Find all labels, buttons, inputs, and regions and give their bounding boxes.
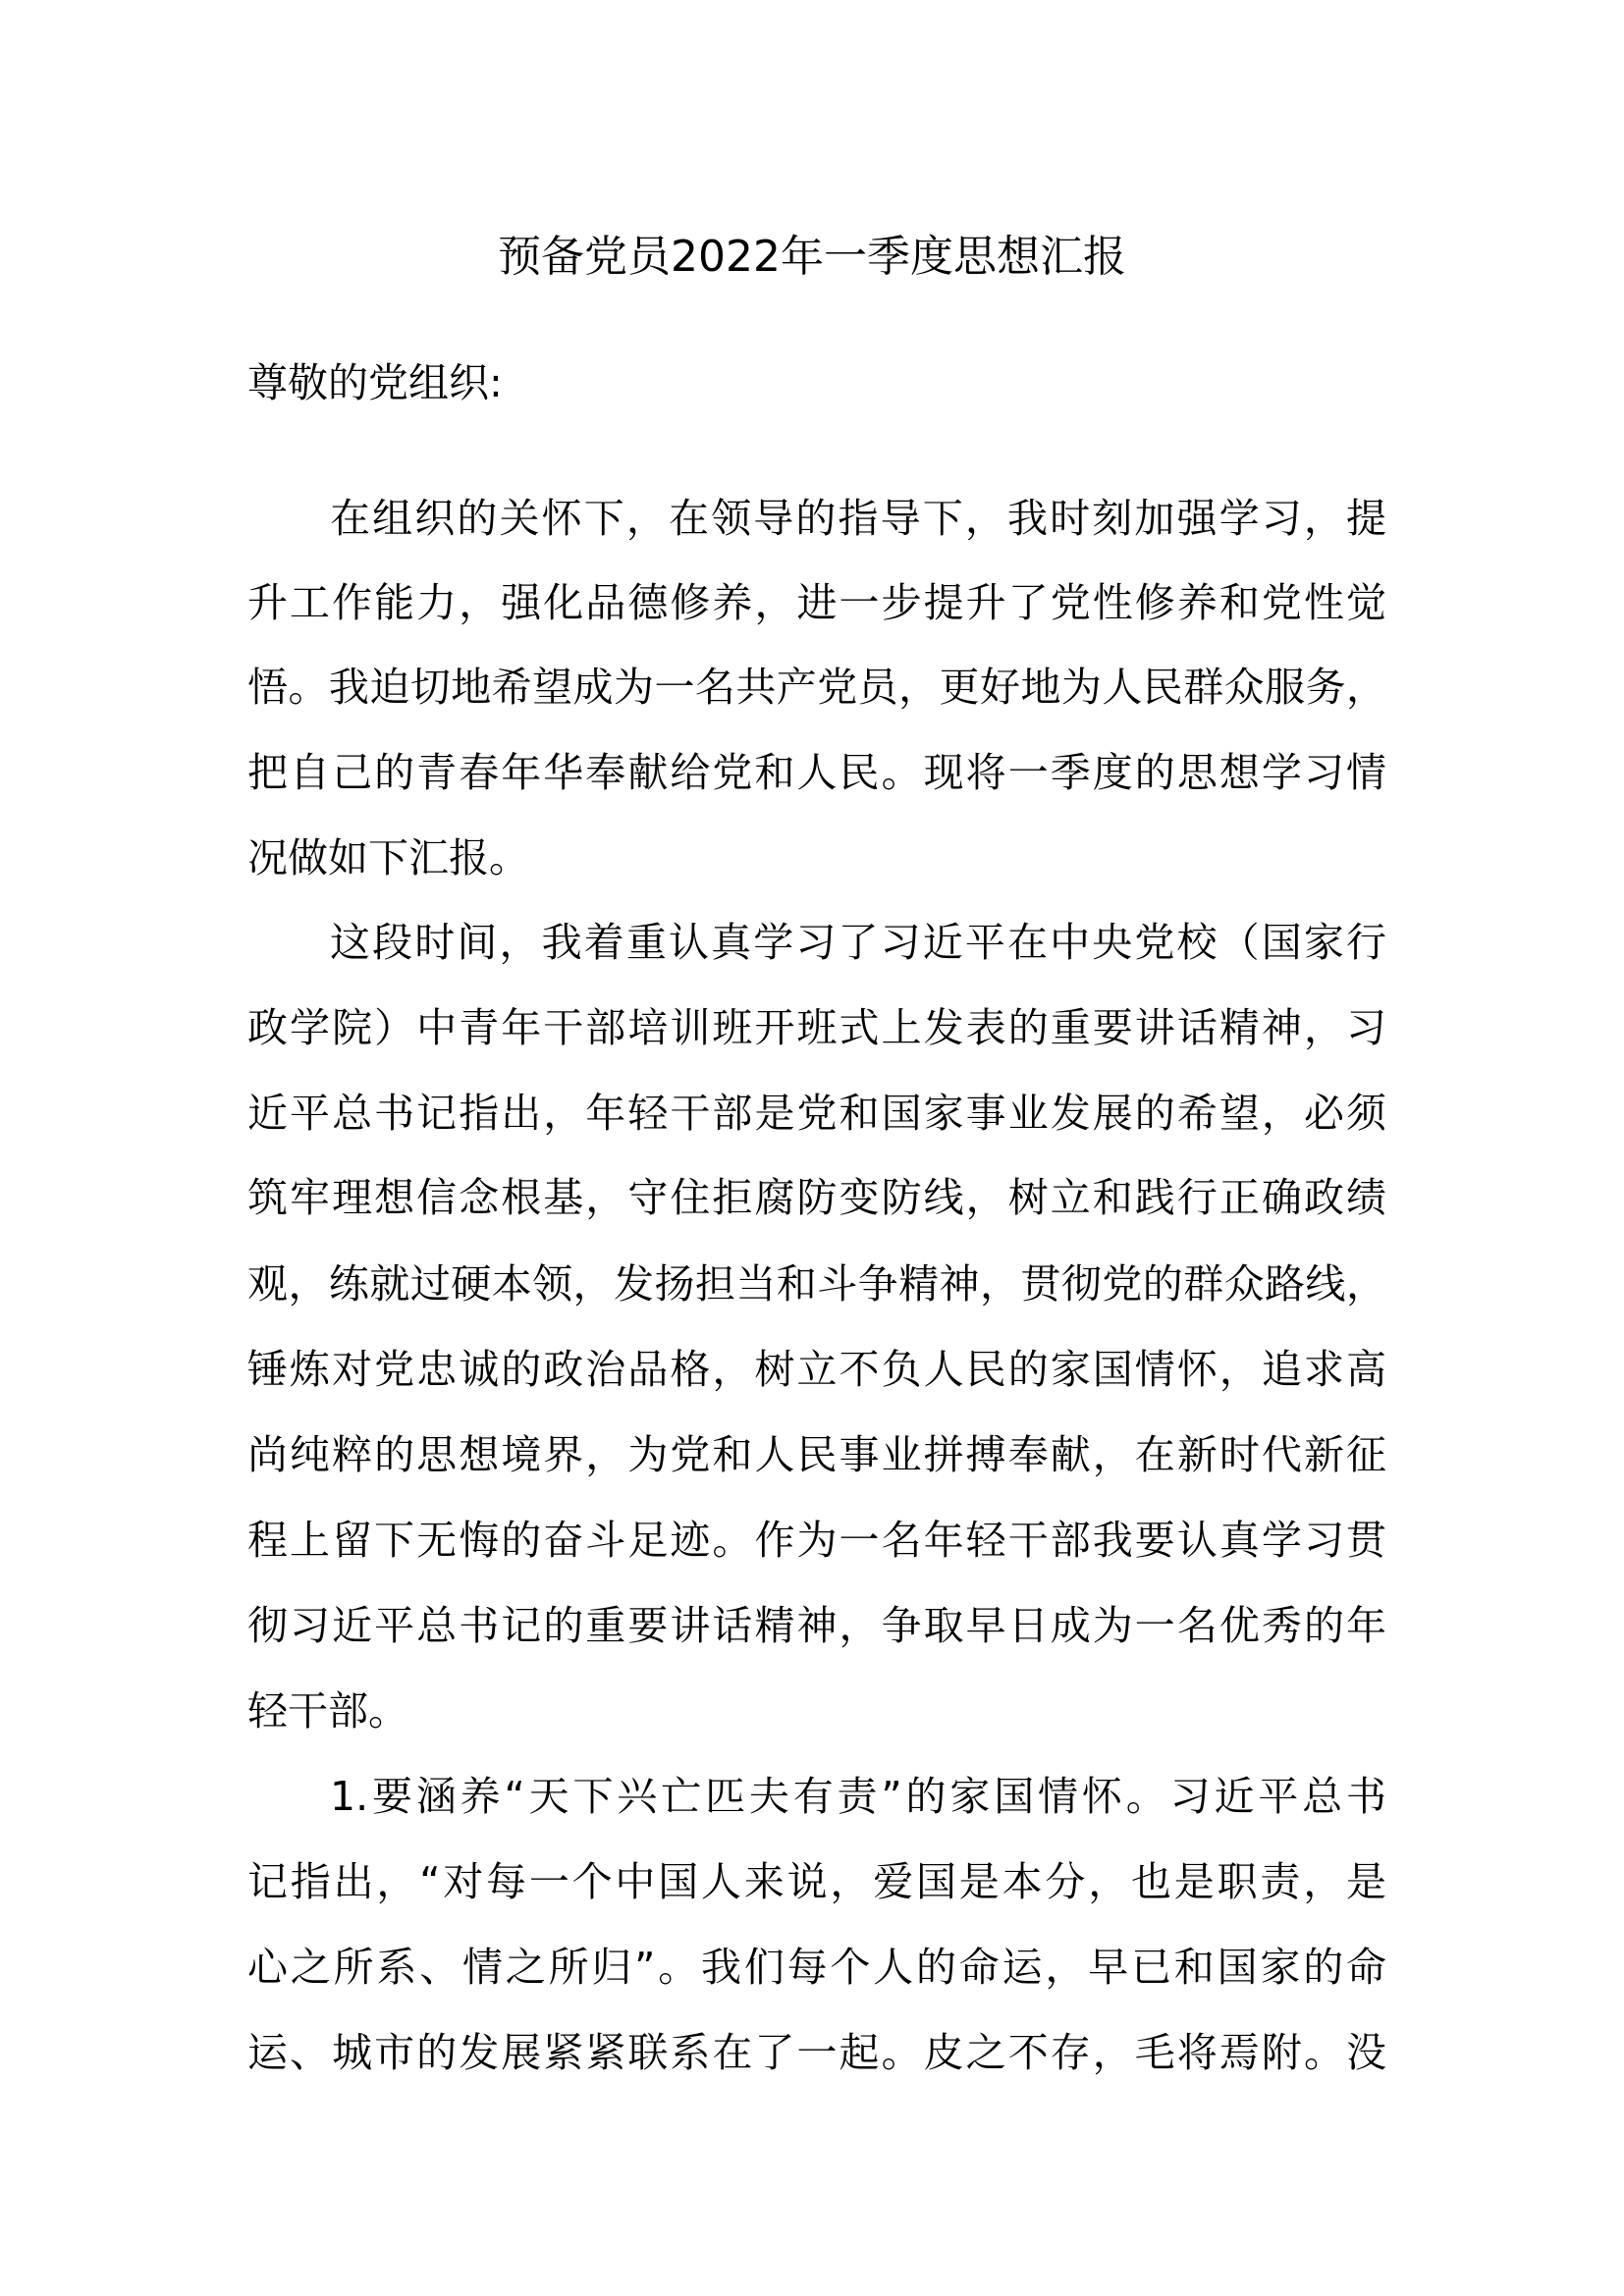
text-line: 这段时间，我着重认真学习了习近平在中央党校（国家行 <box>330 919 1386 966</box>
text-line: 观，练就过硬本领，发扬担当和斗争精神，贯彻党的群众路线， <box>247 1260 1386 1308</box>
text-line: 尚纯粹的思想境界，为党和人民事业拼搏奉献，在新时代新征 <box>247 1431 1386 1478</box>
text-line: 锤炼对党忠诚的政治品格，树立不负人民的家国情怀，追求高 <box>247 1346 1386 1393</box>
text-line: 况做如下汇报。 <box>247 834 529 881</box>
text-line: 1.要涵养“天下兴亡匹夫有责”的家国情怀。习近平总书 <box>330 1773 1386 1820</box>
text-line: 程上留下无悔的奋斗足迹。作为一名年轻干部我要认真学习贯 <box>247 1517 1386 1564</box>
text-line: 升工作能力，强化品德修养，进一步提升了党性修养和党性觉 <box>247 579 1386 626</box>
text-line: 轻干部。 <box>247 1687 408 1735</box>
text-line: 把自己的青春年华奉献给党和人民。现将一季度的思想学习情 <box>247 749 1386 796</box>
text-line: 记指出，“对每一个中国人来说，爱国是本分，也是职责，是 <box>247 1858 1386 1905</box>
text-line: 心之所系、情之所归”。我们每个人的命运，早已和国家的命 <box>247 1944 1386 1991</box>
text-line: 近平总书记指出，年轻干部是党和国家事业发展的希望，必须 <box>247 1090 1386 1137</box>
text-line: 悟。我迫切地希望成为一名共产党员，更好地为人民群众服务， <box>247 664 1386 711</box>
document-title: 预备党员2022年一季度思想汇报 <box>498 232 1126 282</box>
text-line: 彻习近平总书记的重要讲话精神，争取早日成为一名优秀的年 <box>247 1602 1386 1649</box>
text-line: 运、城市的发展紧紧联系在了一起。皮之不存，毛将焉附。没 <box>247 2029 1386 2076</box>
text-line: 政学院）中青年干部培训班开班式上发表的重要讲话精神，习 <box>247 1004 1386 1051</box>
text-line: 在组织的关怀下，在领导的指导下，我时刻加强学习，提 <box>330 495 1386 542</box>
text-line: 筑牢理想信念根基，守住拒腐防变防线，树立和践行正确政绩 <box>247 1174 1386 1221</box>
salutation: 尊敬的党组织: <box>247 359 503 406</box>
